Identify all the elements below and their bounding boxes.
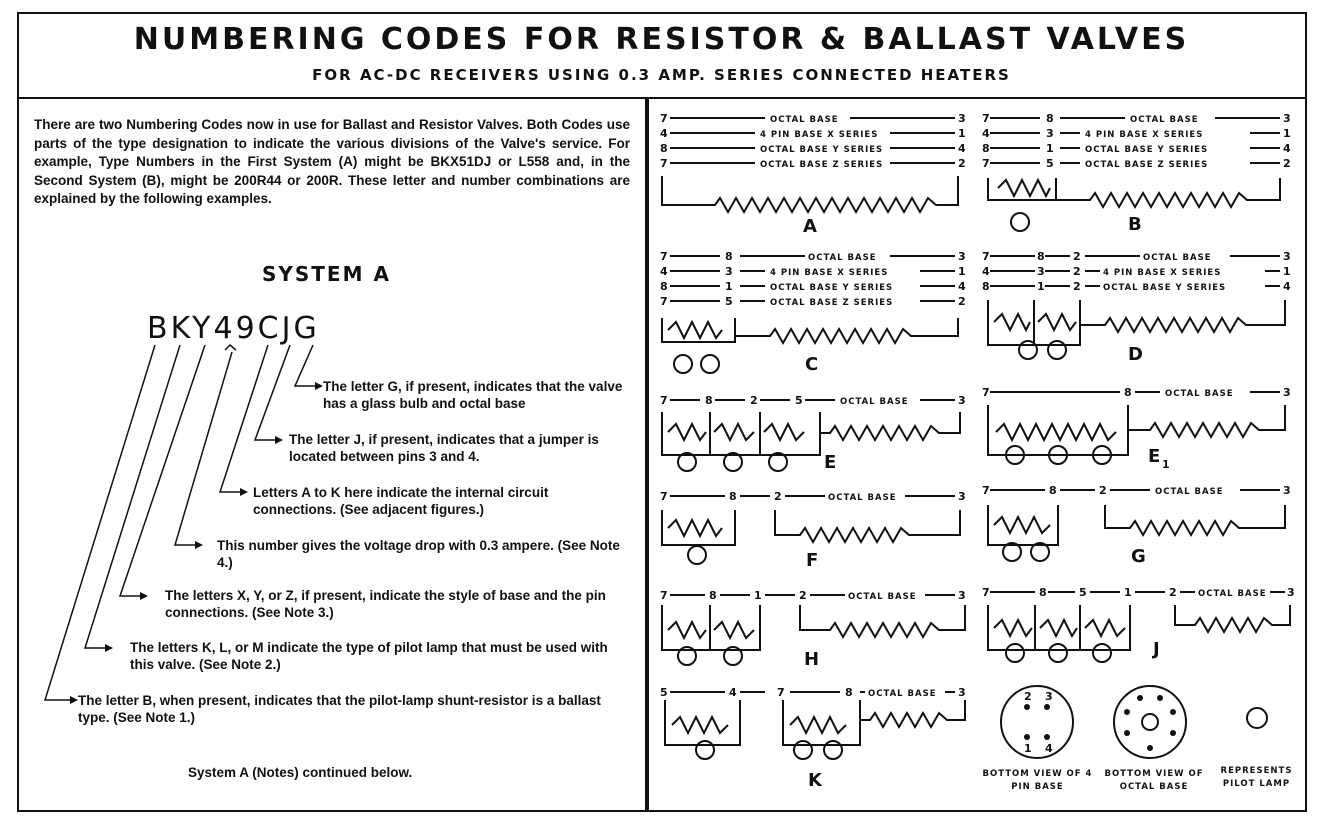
continued-note: System A (Notes) continued below. — [188, 765, 413, 780]
pin-3: 3 — [958, 394, 966, 407]
pin-8: 8 — [845, 686, 853, 699]
pin-1: 1 — [1124, 586, 1132, 599]
base4-pin-4: 4 — [1045, 742, 1053, 755]
pin-3: 3 — [725, 265, 733, 278]
pin-3: 3 — [958, 490, 966, 503]
pin-3: 3 — [1037, 265, 1045, 278]
label-octal-base-k: OCTAL BASE — [868, 689, 937, 699]
pin-2: 2 — [958, 295, 966, 308]
pin-8: 8 — [1037, 250, 1045, 263]
figure-label-h: H — [804, 649, 820, 670]
pin-4: 4 — [982, 265, 990, 278]
pin-2: 2 — [958, 157, 966, 170]
pin-8: 8 — [660, 280, 668, 293]
pin-8: 8 — [1049, 484, 1057, 497]
pin-7: 7 — [982, 112, 990, 125]
pin-2: 2 — [1169, 586, 1177, 599]
label-4pin-x-c: 4 PIN BASE X SERIES — [770, 268, 889, 278]
pin-1: 1 — [725, 280, 733, 293]
pin-3: 3 — [1287, 586, 1295, 599]
figure-label-e: E — [824, 452, 837, 473]
pin-3: 3 — [1283, 484, 1291, 497]
label-octal-base-e1: OCTAL BASE — [1165, 389, 1234, 399]
figure-label-f: F — [806, 550, 819, 571]
pin-4: 4 — [1283, 280, 1291, 293]
label-octal-y-c: OCTAL BASE Y SERIES — [770, 283, 894, 293]
pin-5: 5 — [1079, 586, 1087, 599]
pin-4: 4 — [660, 265, 668, 278]
label-octal-base-b: OCTAL BASE — [1130, 115, 1199, 125]
figure-label-c: C — [805, 354, 819, 375]
label-octal-z-b: OCTAL BASE Z SERIES — [1085, 160, 1209, 170]
pin-4: 4 — [958, 142, 966, 155]
label-octal-base-a: OCTAL BASE — [770, 115, 839, 125]
pin-3: 3 — [958, 589, 966, 602]
pin-3: 3 — [958, 250, 966, 263]
label-octal-z-a: OCTAL BASE Z SERIES — [760, 160, 884, 170]
explanation-ballast: The letter B, when present, indicates that the pilot-lamp shunt-resistor is a ballast type. (See Note 1.) — [78, 693, 601, 725]
pin-7: 7 — [982, 586, 990, 599]
label-octal-y-a: OCTAL BASE Y SERIES — [760, 145, 884, 155]
caption-4pin-base: BOTTOM VIEW OF 4 PIN BASE — [982, 769, 1093, 792]
pin-5: 5 — [795, 394, 803, 407]
explanation-j: The letter J, if present, indicates that a jumper is located between pins 3 and 4. — [289, 432, 599, 464]
pin-7: 7 — [982, 386, 990, 399]
explanation-base-style: The letters X, Y, or Z, if present, indicate the style of base and the pin connections. (See Note 3.) — [165, 588, 606, 620]
pin-1: 1 — [958, 265, 966, 278]
figure-label-j: J — [1153, 639, 1160, 660]
pin-7: 7 — [660, 157, 668, 170]
pin-7: 7 — [660, 589, 668, 602]
explanation-pilot-type: The letters K, L, or M indicate the type of pilot lamp that must be used with this valve. (See Note 2.) — [130, 640, 608, 672]
pin-8: 8 — [1124, 386, 1132, 399]
pin-2: 2 — [1073, 250, 1081, 263]
pin-2: 2 — [1283, 157, 1291, 170]
pin-8: 8 — [729, 490, 737, 503]
pin-5: 5 — [725, 295, 733, 308]
caption-pilot-lamp: REPRESENTS PILOT LAMP — [1220, 766, 1293, 789]
pin-4: 4 — [1283, 142, 1291, 155]
page-subtitle: FOR AC-DC RECEIVERS USING 0.3 AMP. SERIES CONNECTED HEATERS — [312, 66, 1011, 84]
pin-2: 2 — [750, 394, 758, 407]
page-title: NUMBERING CODES FOR RESISTOR & BALLAST VALVES — [133, 22, 1190, 57]
explanation-voltage: This number gives the voltage drop with 0.3 ampere. (See Note 4.) — [217, 538, 620, 570]
pin-3: 3 — [1283, 386, 1291, 399]
pin-2: 2 — [1073, 280, 1081, 293]
pin-2: 2 — [1099, 484, 1107, 497]
pin-1: 1 — [1283, 127, 1291, 140]
pin-8: 8 — [1039, 586, 1047, 599]
pin-7: 7 — [660, 394, 668, 407]
pin-7: 7 — [777, 686, 785, 699]
pin-4: 4 — [982, 127, 990, 140]
base4-pin-3: 3 — [1045, 690, 1053, 703]
pin-7: 7 — [982, 484, 990, 497]
figure-label-e1-subscript: 1 — [1162, 458, 1170, 471]
figure-label-d: D — [1128, 344, 1143, 365]
pin-8: 8 — [709, 589, 717, 602]
code-example: BKY49CJG — [147, 311, 320, 346]
pin-3: 3 — [1283, 250, 1291, 263]
pin-5: 5 — [1046, 157, 1054, 170]
figure-label-g: G — [1131, 546, 1146, 567]
label-4pin-x-a: 4 PIN BASE X SERIES — [760, 130, 879, 140]
pin-2: 2 — [774, 490, 782, 503]
pin-1: 1 — [1046, 142, 1054, 155]
pin-8: 8 — [705, 394, 713, 407]
figure-label-a: A — [803, 216, 817, 237]
label-octal-base-h: OCTAL BASE — [848, 592, 917, 602]
pin-8: 8 — [982, 280, 990, 293]
pin-1: 1 — [958, 127, 966, 140]
figure-label-e1: E — [1148, 446, 1161, 467]
pin-1: 1 — [1037, 280, 1045, 293]
pin-1: 1 — [754, 589, 762, 602]
base4-pin-2: 2 — [1024, 690, 1032, 703]
intro-paragraph: There are two Numbering Codes now in use for Ballast and Resistor Valves. Both Codes use parts of the type designation to indicate the various divisions of the Valve's service. For example, Type Numbers in the First System (A) might be BKX51DJ or L558 and, in the Second System (B), might be 200R44 or 200R. These letter and number combinations are explained by the following examples. — [34, 117, 630, 206]
pin-2: 2 — [799, 589, 807, 602]
label-octal-base-g: OCTAL BASE — [1155, 487, 1224, 497]
pin-7: 7 — [660, 295, 668, 308]
label-octal-base-d: OCTAL BASE — [1143, 253, 1212, 263]
system-heading: SYSTEM A — [262, 262, 391, 286]
pin-2: 2 — [1073, 265, 1081, 278]
pin-8: 8 — [1046, 112, 1054, 125]
pin-8: 8 — [725, 250, 733, 263]
pin-3: 3 — [958, 686, 966, 699]
base4-pin-1: 1 — [1024, 742, 1032, 755]
label-4pin-x-d: 4 PIN BASE X SERIES — [1103, 268, 1222, 278]
label-octal-z-c: OCTAL BASE Z SERIES — [770, 298, 894, 308]
pin-7: 7 — [982, 250, 990, 263]
label-4pin-x-b: 4 PIN BASE X SERIES — [1085, 130, 1204, 140]
pin-5: 5 — [660, 686, 668, 699]
label-octal-y-b: OCTAL BASE Y SERIES — [1085, 145, 1209, 155]
pin-1: 1 — [1283, 265, 1291, 278]
label-octal-base-c: OCTAL BASE — [808, 253, 877, 263]
label-octal-base-j: OCTAL BASE — [1198, 589, 1267, 599]
pin-3: 3 — [958, 112, 966, 125]
pin-7: 7 — [982, 157, 990, 170]
pin-4: 4 — [660, 127, 668, 140]
label-octal-y-d: OCTAL BASE Y SERIES — [1103, 283, 1227, 293]
figure-label-b: B — [1128, 214, 1142, 235]
pin-3: 3 — [1283, 112, 1291, 125]
pin-4: 4 — [958, 280, 966, 293]
pin-7: 7 — [660, 112, 668, 125]
label-octal-base-f: OCTAL BASE — [828, 493, 897, 503]
pin-7: 7 — [660, 490, 668, 503]
label-octal-base-e: OCTAL BASE — [840, 397, 909, 407]
pin-8: 8 — [982, 142, 990, 155]
explanation-circuit: Letters A to K here indicate the internal circuit connections. (See adjacent figures.) — [253, 485, 549, 517]
pin-4: 4 — [729, 686, 737, 699]
explanation-g: The letter G, if present, indicates that the valve has a glass bulb and octal base — [323, 379, 623, 411]
pin-8: 8 — [660, 142, 668, 155]
pin-3: 3 — [1046, 127, 1054, 140]
caption-octal-base: BOTTOM VIEW OF OCTAL BASE — [1104, 769, 1204, 792]
pin-7: 7 — [660, 250, 668, 263]
figure-label-k: K — [808, 770, 822, 791]
